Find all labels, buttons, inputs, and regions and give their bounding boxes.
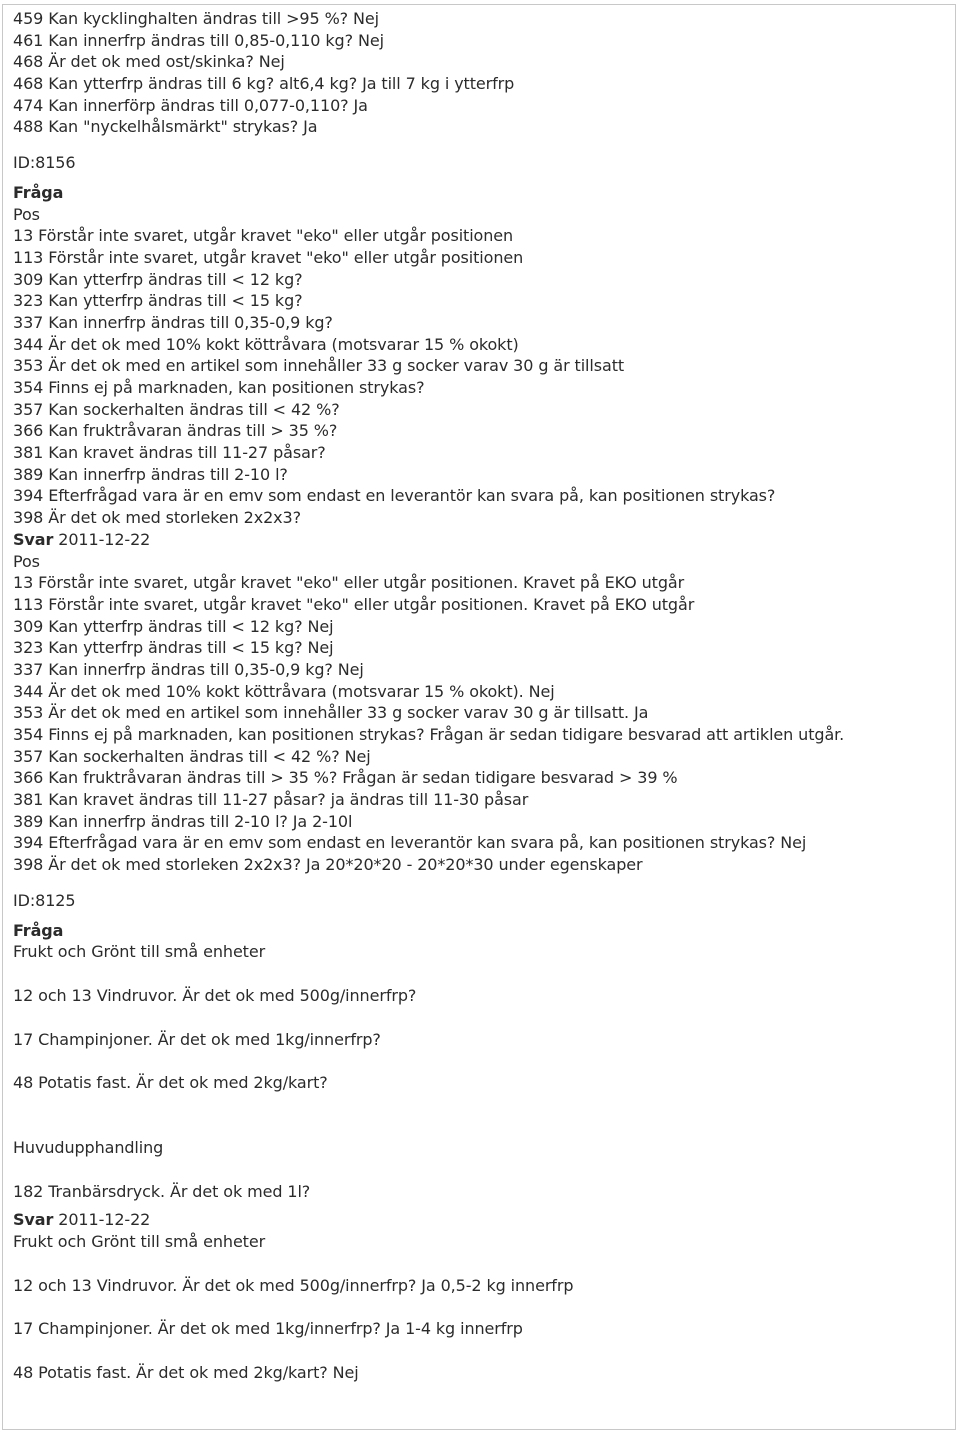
question-line: 398 Är det ok med storleken 2x2x3? bbox=[13, 508, 302, 528]
answer-line: 468 Kan ytterfrp ändras till 6 kg? alt6,4 kg? Ja till 7 kg i ytterfrp bbox=[13, 74, 515, 94]
answer-header bbox=[13, 529, 945, 551]
answer-line: 337 Kan innerfrp ändras till 0,35-0,9 kg? Nej bbox=[13, 659, 364, 679]
answer-date: 2011-12-22 bbox=[58, 1210, 151, 1230]
answer-line: 381 Kan kravet ändras till 11-27 påsar? ja ändras till 11-30 påsar bbox=[13, 790, 529, 810]
question-line: 323 Kan ytterfrp ändras till < 15 kg? bbox=[13, 291, 303, 311]
answer-line: 461 Kan innerfrp ändras till 0,85-0,110 kg? Nej bbox=[13, 30, 384, 50]
question-line: 394 Efterfrågad vara är en emv som endast en leverantör kan svara på, kan positionen strykas? bbox=[13, 486, 776, 506]
answer-line: 474 Kan innerförp ändras till 0,077-0,110? Ja bbox=[13, 95, 368, 115]
answer-label: Svar bbox=[13, 1210, 54, 1230]
document-page bbox=[2, 4, 956, 1430]
question-label: Fråga bbox=[13, 920, 64, 940]
answer-line: 394 Efterfrågad vara är en emv som endast en leverantör kan svara på, kan positionen strykas? Nej bbox=[13, 833, 807, 853]
answer-line: 113 Förstår inte svaret, utgår kravet "eko" eller utgår positionen. Kravet på EKO utgår bbox=[13, 594, 695, 614]
answer-list bbox=[13, 572, 945, 876]
answer-line: 323 Kan ytterfrp ändras till < 15 kg? Nej bbox=[13, 638, 334, 658]
answer-item: 12 och 13 Vindruvor. Är det ok med 500g/innerfrp? Ja 0,5-2 kg innerfrp bbox=[13, 1275, 574, 1295]
question-item: 48 Potatis fast. Är det ok med 2kg/kart? bbox=[13, 1073, 328, 1093]
question-line: 337 Kan innerfrp ändras till 0,35-0,9 kg? bbox=[13, 312, 333, 332]
answer-header bbox=[13, 1209, 945, 1231]
question-list bbox=[13, 225, 945, 529]
answer-line: 357 Kan sockerhalten ändras till < 42 %? Nej bbox=[13, 746, 371, 766]
answer-item: 17 Champinjoner. Är det ok med 1kg/innerfrp? Ja 1-4 kg innerfrp bbox=[13, 1319, 523, 1339]
answer-date: 2011-12-22 bbox=[58, 529, 151, 549]
answer-heading: Frukt och Grönt till små enheter bbox=[13, 1232, 266, 1251]
question-item: 12 och 13 Vindruvor. Är det ok med 500g/innerfrp? bbox=[13, 985, 417, 1005]
answer-line: 366 Kan fruktråvaran ändras till > 35 %? Frågan är sedan tidigare besvarad > 39 % bbox=[13, 768, 678, 788]
answer-line: 354 Finns ej på marknaden, kan positionen strykas? Frågan är sedan tidigare besvarad att artiklen utgår. bbox=[13, 725, 845, 744]
question-line: 113 Förstår inte svaret, utgår kravet "eko" eller utgår positionen bbox=[13, 247, 524, 267]
answer-line: 344 Är det ok med 10% kokt köttråvara (motsvarar 15 % okokt). Nej bbox=[13, 681, 555, 701]
question-subheading: Huvudupphandling bbox=[13, 1137, 164, 1157]
question-line: 381 Kan kravet ändras till 11-27 påsar? bbox=[13, 443, 326, 463]
answer-label: Svar bbox=[13, 529, 54, 549]
question-line: 366 Kan fruktråvaran ändras till > 35 %? bbox=[13, 421, 338, 441]
question-line: 354 Finns ej på marknaden, kan positionen strykas? bbox=[13, 378, 425, 397]
answer-line: 468 Är det ok med ost/skinka? Nej bbox=[13, 52, 285, 72]
answer-line: 353 Är det ok med en artikel som innehåller 33 g socker varav 30 g är tillsatt. Ja bbox=[13, 703, 649, 723]
answer-line: 488 Kan "nyckelhålsmärkt" strykas? Ja bbox=[13, 117, 318, 137]
answer-item: 48 Potatis fast. Är det ok med 2kg/kart? Nej bbox=[13, 1363, 359, 1383]
question-line: 13 Förstår inte svaret, utgår kravet "eko" eller utgår positionen bbox=[13, 226, 514, 246]
answer-line: 13 Förstår inte svaret, utgår kravet "eko" eller utgår positionen. Kravet på EKO utgår bbox=[13, 573, 685, 593]
pos-label: Pos bbox=[13, 551, 40, 571]
answer-line: 389 Kan innerfrp ändras till 2-10 l? Ja 2-10l bbox=[13, 811, 353, 831]
entry-id: ID:8125 bbox=[13, 890, 76, 910]
answer-line: 309 Kan ytterfrp ändras till < 12 kg? Nej bbox=[13, 616, 334, 636]
question-line: 357 Kan sockerhalten ändras till < 42 %? bbox=[13, 399, 340, 419]
question-item: 17 Champinjoner. Är det ok med 1kg/innerfrp? bbox=[13, 1029, 381, 1049]
answer-line: 398 Är det ok med storleken 2x2x3? Ja 20*20*20 - 20*20*30 under egenskaper bbox=[13, 855, 643, 875]
question-line: 309 Kan ytterfrp ändras till < 12 kg? bbox=[13, 269, 303, 289]
top-answer-list bbox=[13, 8, 945, 138]
answer-line: 459 Kan kycklinghalten ändras till >95 %? Nej bbox=[13, 9, 380, 28]
question-line: 344 Är det ok med 10% kokt köttråvara (motsvarar 15 % okokt) bbox=[13, 334, 519, 354]
pos-label: Pos bbox=[13, 204, 40, 224]
entry-id: ID:8156 bbox=[13, 153, 76, 173]
question-line: 389 Kan innerfrp ändras till 2-10 l? bbox=[13, 464, 288, 484]
question-label: Fråga bbox=[13, 182, 64, 202]
question-item: 182 Tranbärsdryck. Är det ok med 1l? bbox=[13, 1181, 311, 1201]
question-line: 353 Är det ok med en artikel som innehåller 33 g socker varav 30 g är tillsatt bbox=[13, 356, 625, 376]
question-heading: Frukt och Grönt till små enheter bbox=[13, 942, 266, 962]
